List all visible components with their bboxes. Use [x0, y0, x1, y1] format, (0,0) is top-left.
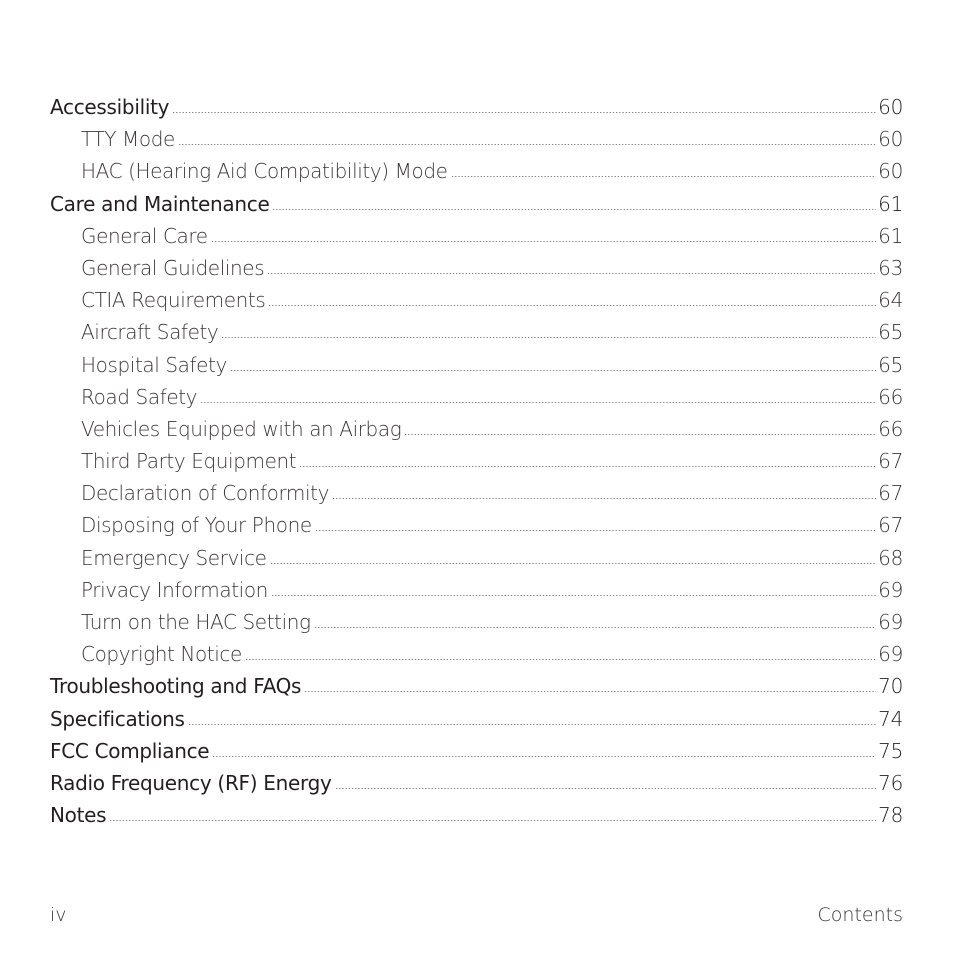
- dot-leader: [212, 756, 876, 757]
- toc-entry-page-number: 76: [878, 770, 903, 795]
- toc-entry-page-number: 67: [878, 513, 903, 538]
- dot-leader: [245, 659, 876, 660]
- toc-entry-title: Declaration of Conformity: [81, 481, 330, 506]
- toc-entry-page-number: 67: [878, 481, 903, 506]
- toc-entry-page-number: 68: [878, 545, 903, 570]
- toc-subentry[interactable]: [50, 606, 903, 638]
- dot-leader: [299, 466, 876, 467]
- toc-entry[interactable]: [50, 188, 903, 220]
- toc-entry-page-number: 69: [878, 610, 903, 634]
- toc-entry-page-number: 61: [878, 223, 903, 248]
- toc-subentry[interactable]: [50, 574, 903, 606]
- toc-entry-page-number: 66: [878, 384, 903, 409]
- toc-entry-page-number: 64: [878, 288, 903, 313]
- toc-entry-page-number: 63: [878, 255, 903, 280]
- toc-subentry[interactable]: [50, 509, 903, 541]
- toc-entry-title: Notes: [50, 803, 107, 828]
- dot-leader: [109, 820, 876, 821]
- toc-entry-title: Road Safety: [81, 384, 198, 409]
- toc-subentry[interactable]: [50, 220, 903, 252]
- toc-entry[interactable]: [50, 670, 903, 702]
- toc-entry-title: General Care: [81, 223, 208, 248]
- dot-leader: [230, 370, 876, 371]
- toc-entry-page-number: 60: [878, 95, 903, 119]
- toc-entry-title: Third Party Equipment: [81, 449, 297, 474]
- dot-leader: [267, 273, 876, 274]
- dot-leader: [332, 498, 876, 499]
- toc-entry-page-number: 60: [878, 159, 903, 184]
- toc-entry-page-number: 70: [878, 674, 903, 699]
- dot-leader: [315, 530, 876, 531]
- dot-leader: [188, 724, 877, 725]
- table-of-contents: [50, 91, 903, 831]
- toc-entry-title: Hospital Safety: [81, 352, 227, 377]
- toc-subentry[interactable]: [50, 123, 903, 155]
- toc-entry[interactable]: [50, 767, 903, 799]
- dot-leader: [172, 112, 876, 113]
- toc-entry[interactable]: [50, 91, 903, 123]
- toc-entry-title: Troubleshooting and FAQs: [50, 674, 302, 699]
- toc-entry-title: Care and Maintenance: [50, 191, 270, 216]
- toc-subentry[interactable]: [50, 155, 903, 187]
- toc-subentry[interactable]: [50, 477, 903, 509]
- toc-entry-page-number: 61: [878, 191, 903, 216]
- toc-entry-page-number: 78: [878, 803, 903, 828]
- toc-entry-title: Copyright Notice: [81, 642, 242, 667]
- toc-entry-title: Disposing of Your Phone: [81, 513, 312, 538]
- toc-entry-title: General Guidelines: [81, 255, 265, 280]
- toc-subentry[interactable]: [50, 542, 903, 574]
- dot-leader: [268, 305, 876, 306]
- toc-entry-title: TTY Mode: [81, 127, 175, 152]
- dot-leader: [404, 434, 876, 435]
- toc-entry-title: Privacy Information: [81, 577, 268, 602]
- toc-subentry[interactable]: [50, 638, 903, 670]
- toc-entry[interactable]: [50, 703, 903, 735]
- dot-leader: [304, 691, 876, 692]
- footer-section-title: Contents: [817, 904, 903, 926]
- toc-subentry[interactable]: [50, 445, 903, 477]
- toc-entry-title: HAC (Hearing Aid Compatibility) Mode: [81, 159, 448, 184]
- dot-leader: [271, 595, 876, 596]
- toc-entry-title: Specifications: [50, 706, 185, 731]
- toc-subentry[interactable]: [50, 381, 903, 413]
- dot-leader: [451, 176, 877, 177]
- toc-entry-page-number: 65: [878, 352, 903, 377]
- toc-subentry[interactable]: [50, 349, 903, 381]
- toc-entry-title: Radio Frequency (RF) Energy: [50, 770, 332, 795]
- toc-entry[interactable]: [50, 799, 903, 831]
- dot-leader: [314, 627, 877, 628]
- dot-leader: [178, 144, 876, 145]
- toc-subentry[interactable]: [50, 413, 903, 445]
- dot-leader: [272, 209, 876, 210]
- toc-entry-title: Accessibility: [50, 95, 170, 119]
- dot-leader: [200, 402, 876, 403]
- toc-entry-page-number: 60: [878, 127, 903, 152]
- toc-entry-title: Turn on the HAC Setting: [81, 610, 311, 634]
- dot-leader: [335, 788, 877, 789]
- dot-leader: [211, 241, 876, 242]
- footer-page-number: iv: [50, 904, 67, 926]
- toc-entry-title: FCC Compliance: [50, 738, 210, 763]
- toc-entry-page-number: 69: [878, 642, 903, 667]
- toc-subentry[interactable]: [50, 284, 903, 316]
- toc-entry-page-number: 66: [878, 416, 903, 441]
- toc-entry-title: Vehicles Equipped with an Airbag: [81, 416, 402, 441]
- dot-leader: [270, 563, 877, 564]
- toc-entry-title: Aircraft Safety: [81, 320, 219, 345]
- dot-leader: [221, 337, 876, 338]
- toc-entry-page-number: 75: [878, 738, 903, 763]
- toc-entry-title: CTIA Requirements: [81, 288, 266, 313]
- toc-entry[interactable]: [50, 735, 903, 767]
- toc-entry-page-number: 74: [878, 706, 903, 731]
- toc-subentry[interactable]: [50, 316, 903, 348]
- toc-entry-title: Emergency Service: [81, 545, 267, 570]
- toc-entry-page-number: 67: [878, 449, 903, 474]
- toc-entry-page-number: 69: [878, 577, 903, 602]
- toc-entry-page-number: 65: [878, 320, 903, 345]
- toc-subentry[interactable]: [50, 252, 903, 284]
